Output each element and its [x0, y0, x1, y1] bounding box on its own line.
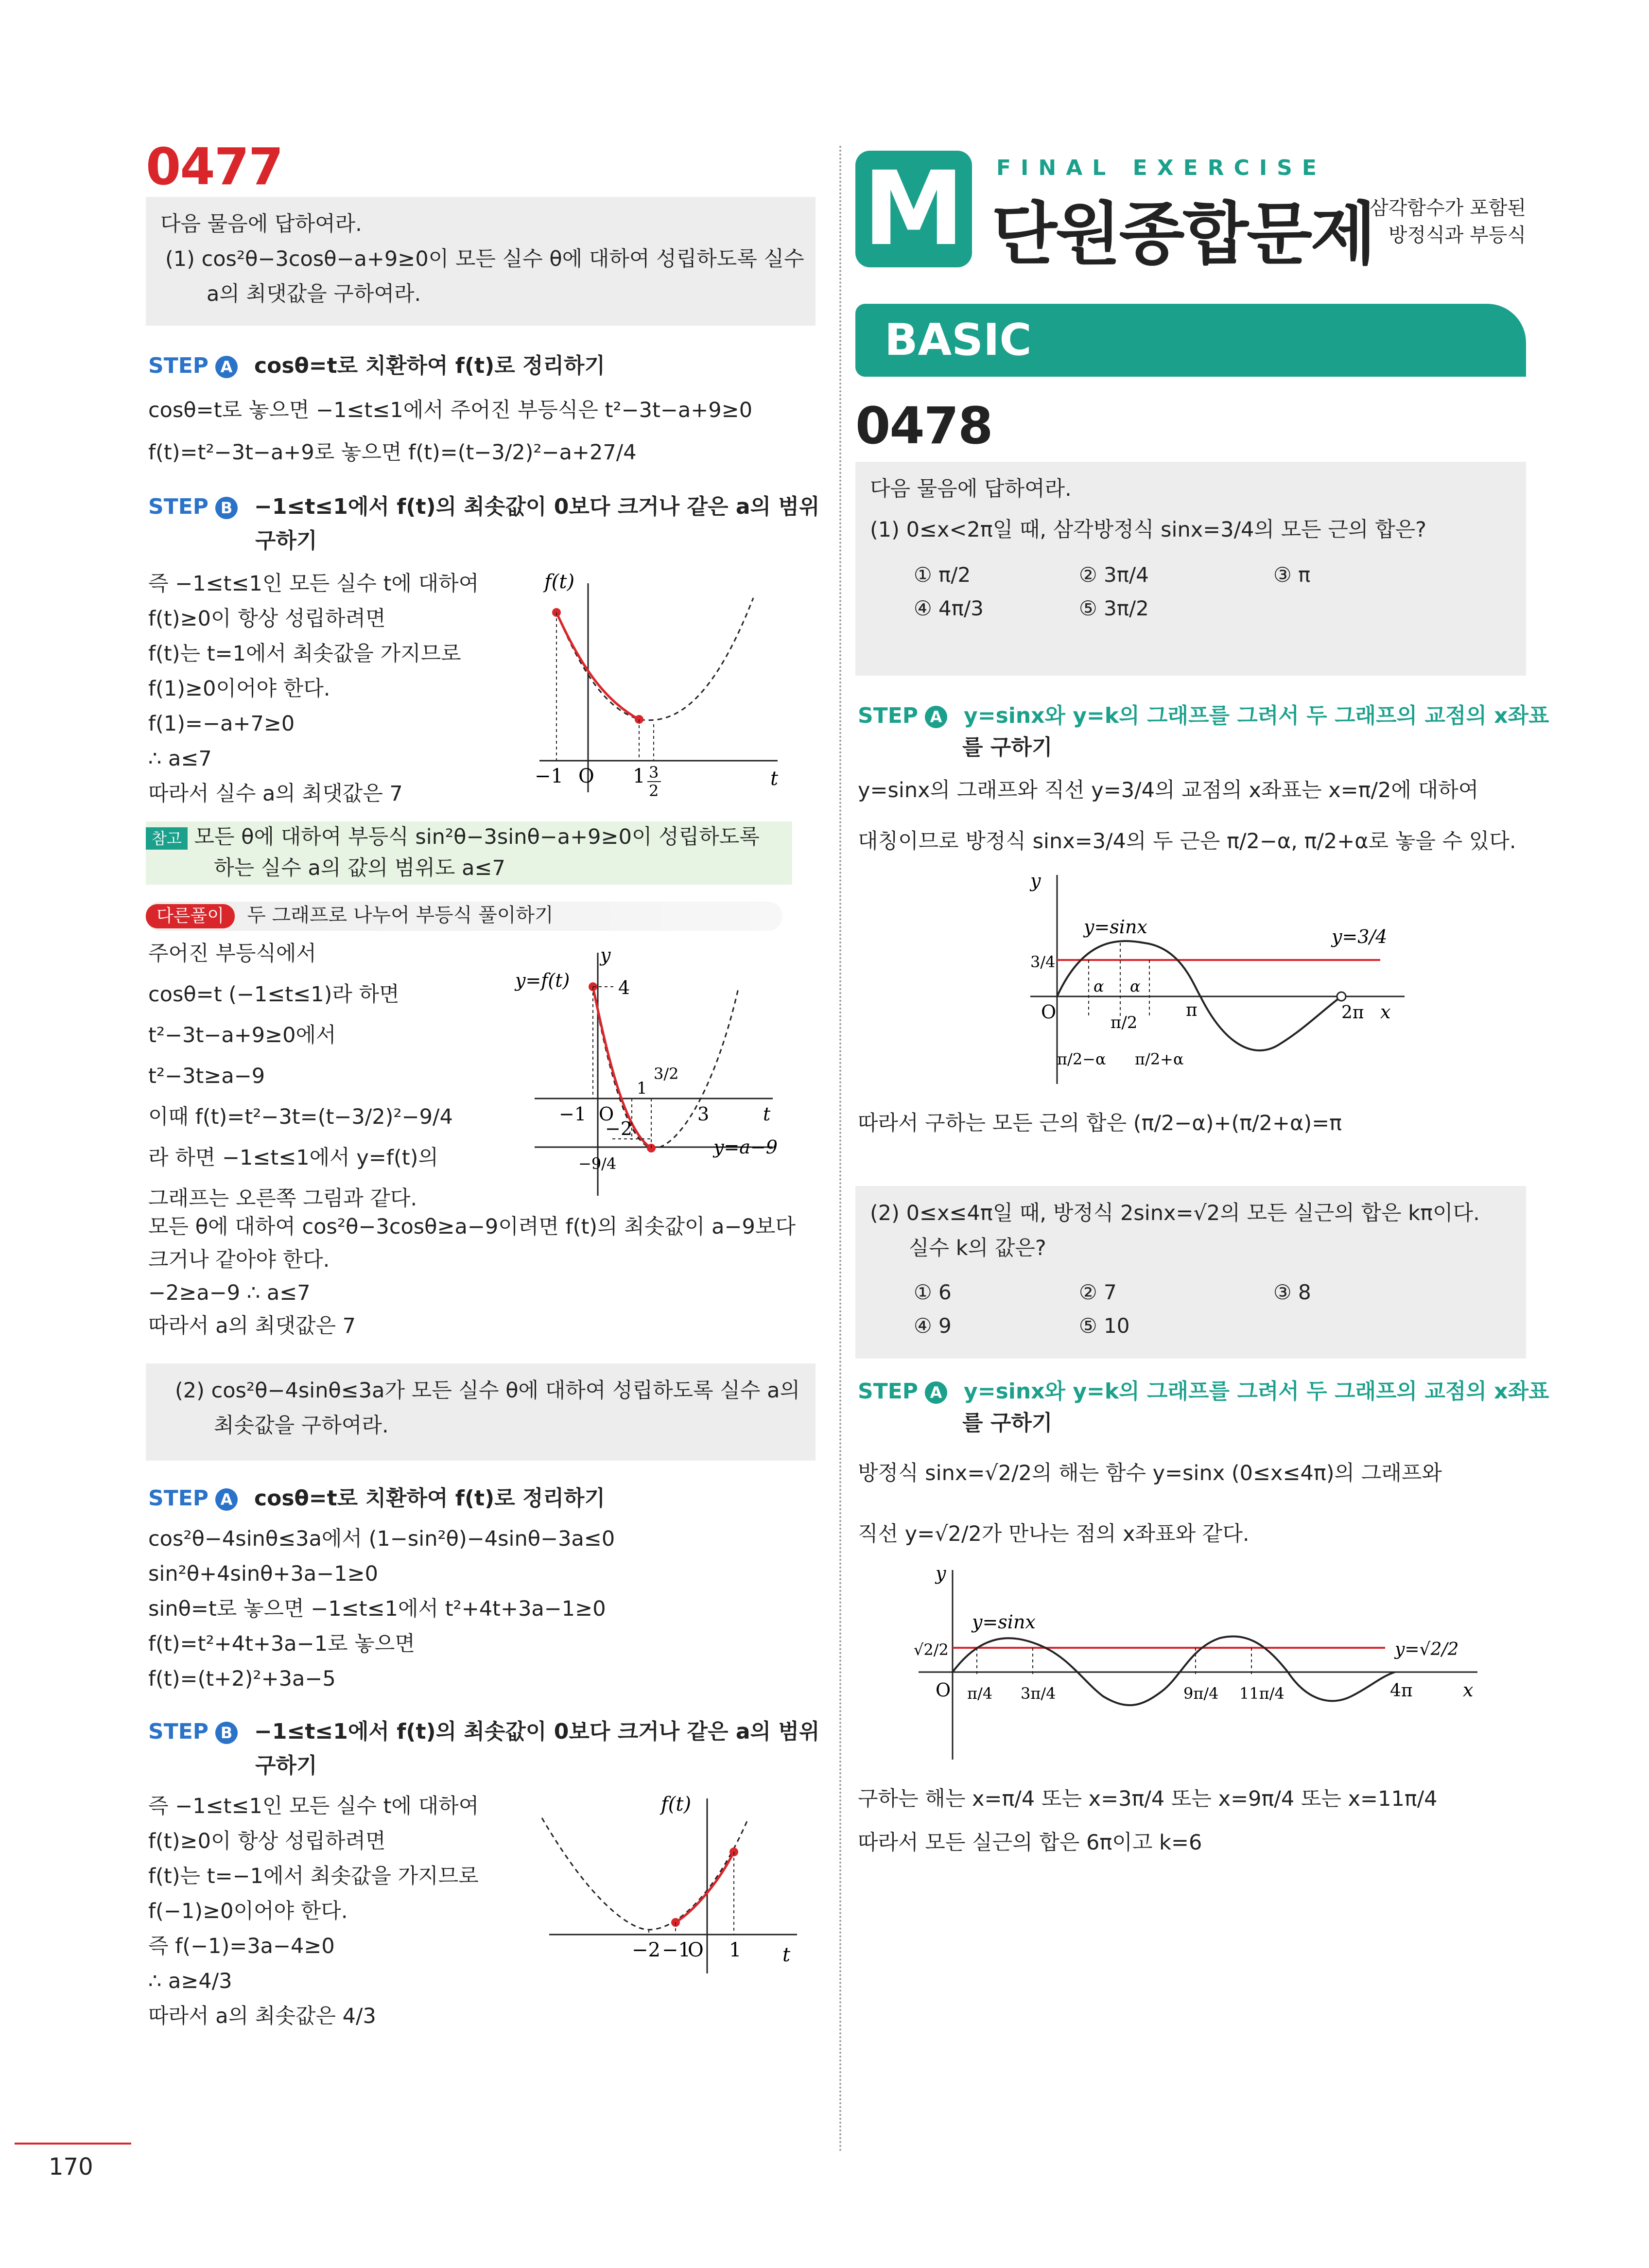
text-line: 따라서 실수 a의 최댓값은 7 — [148, 782, 403, 806]
choice-2[interactable]: ② 3π/4 — [1079, 563, 1149, 587]
step-b-heading — [148, 491, 819, 523]
choice-3[interactable]: ③ π — [1273, 563, 1311, 587]
origin-label: O — [936, 1679, 951, 1701]
step2-b-heading-line2: 구하기 — [255, 1753, 317, 1778]
step2-b-heading — [148, 1716, 819, 1748]
text-line: f(t)=(t+2)²+3a−5 — [148, 1667, 336, 1691]
tick-pi-2-plus-alpha: π/2+α — [1135, 1050, 1184, 1068]
step-title: y=sinx와 y=k의 그래프를 그려서 두 그래프의 교점의 x좌표 — [964, 1379, 1549, 1404]
alt-title: 두 그래프로 나누어 부등식 풀이하기 — [247, 904, 554, 926]
function-label: y=f(t) — [515, 970, 570, 991]
right-step-a-heading — [858, 700, 1549, 732]
choices-1 — [914, 563, 1511, 620]
right-s2-line2: 직선 y=√2/2가 만나는 점의 x좌표와 같다. — [858, 1522, 1250, 1546]
step-letter: B — [215, 1722, 238, 1744]
text-line: −2≥a−9 ∴ a≤7 — [148, 1281, 311, 1305]
note-line1: 모든 θ에 대하여 부등식 sin²θ−3sinθ−a+9≥0이 성립하도록 — [194, 825, 760, 849]
text-line: 따라서 a의 최솟값은 4/3 — [148, 2004, 376, 2028]
header-side — [1366, 194, 1526, 249]
text-line: sinθ=t로 놓으면 −1≤t≤1에서 t²+4t+3a−1≥0 — [148, 1597, 606, 1621]
sine-label: y=sinx — [1084, 916, 1147, 938]
step-letter: A — [925, 706, 947, 728]
problem-intro: 다음 물음에 답하여라. — [160, 212, 362, 236]
root-3pi-4: 3π/4 — [1021, 1684, 1056, 1703]
text-line: f(t)는 t=−1에서 최솟값을 가지므로 — [148, 1864, 479, 1888]
line-label: y=a−9 — [713, 1136, 778, 1158]
text-line: 즉 −1≤t≤1인 모든 실수 t에 대하여 — [148, 572, 479, 596]
tick-3: 3 — [697, 1103, 710, 1125]
step-title: −1≤t≤1에서 f(t)의 최솟값이 0보다 크거나 같은 a의 범위 — [254, 1719, 820, 1744]
problem-intro: 다음 물음에 답하여라. — [870, 477, 1072, 501]
step-label: STEP — [148, 1719, 209, 1744]
step-title: −1≤t≤1에서 f(t)의 최솟값이 0보다 크거나 같은 a의 범위 — [254, 494, 820, 519]
alt-solution-header — [146, 902, 782, 931]
root-9pi-4: 9π/4 — [1183, 1684, 1219, 1703]
right-s2-line1: 방정식 sinx=√2/2의 해는 함수 y=sinx (0≤x≤4π)의 그래프와 — [858, 1461, 1442, 1485]
root-pi-4: π/4 — [967, 1684, 993, 1703]
y-tick-root2-2: √2/2 — [914, 1640, 949, 1659]
text-line: 이때 f(t)=t²−3t=(t−3/2)²−9/4 — [148, 1105, 453, 1129]
step-label: STEP — [148, 1486, 209, 1511]
text-line: cos²θ−4sinθ≤3a에서 (1−sin²θ)−4sinθ−3a≤0 — [148, 1527, 615, 1551]
line-label: y=3/4 — [1332, 926, 1388, 947]
text-line: f(−1)≥0이어야 한다. — [148, 1899, 348, 1923]
note-box — [146, 821, 792, 885]
step-b-heading-line2: 구하기 — [255, 528, 317, 553]
step-letter: A — [215, 1488, 238, 1511]
text-line: 즉 f(−1)=3a−4≥0 — [148, 1934, 335, 1958]
question-2-line2: 최솟값을 구하여라. — [214, 1413, 389, 1438]
root-11pi-4: 11π/4 — [1239, 1684, 1284, 1703]
alt-body — [148, 933, 453, 1219]
step-a-line1: cosθ=t로 놓으면 −1≤t≤1에서 주어진 부등식은 t²−3t−a+9≥0 — [148, 398, 753, 422]
parabola-dashed — [556, 598, 753, 720]
footer-rule — [15, 2143, 131, 2145]
problem-box-3 — [855, 462, 1526, 676]
tick-neg1: −1 — [559, 1103, 587, 1125]
text-line: f(t)는 t=1에서 최솟값을 가지므로 — [148, 642, 461, 666]
question-2-line1: (2) cos²θ−4sinθ≤3a가 모든 실수 θ에 대하여 성립하도록 실수 a의 — [175, 1378, 800, 1403]
text-line: f(t)≥0이 항상 성립하려면 — [148, 1829, 386, 1853]
step2-b-body — [148, 1789, 479, 2034]
tick-1: 1 — [633, 765, 645, 787]
graph-5-sine — [909, 1560, 1482, 1774]
t-label: t — [782, 1944, 791, 1966]
step-letter: B — [215, 497, 238, 519]
question-2-line2: 실수 k의 값은? — [909, 1236, 1046, 1260]
y-tick-3-4: 3/4 — [1030, 953, 1056, 971]
text-line: 그래프는 오른쪽 그림과 같다. — [148, 1186, 417, 1211]
x-label: x — [1463, 1679, 1474, 1701]
step-letter: A — [215, 356, 238, 378]
graph-2-split — [510, 948, 802, 1201]
y-tick-neg2: −2 — [605, 1118, 633, 1139]
t-label: t — [763, 1103, 771, 1125]
tick-neg1: −1 — [535, 765, 563, 787]
graph-4-sine — [1021, 870, 1409, 1094]
level-label: BASIC — [885, 314, 1032, 366]
right-step-a-heading-line2: 를 구하기 — [962, 735, 1053, 760]
y-label: f(t) — [661, 1793, 692, 1815]
text-line: 라 하면 −1≤t≤1에서 y=f(t)의 — [148, 1146, 438, 1170]
tick-3-2-num: 3 — [649, 763, 659, 782]
x-label: x — [1380, 1001, 1391, 1023]
level-banner — [855, 304, 1526, 377]
step2-a-body — [148, 1521, 615, 1696]
right-a-line2: 대칭이므로 방정식 sinx=3/4의 두 근은 π/2−α, π/2+α로 놓을 수 있다. — [858, 829, 1516, 854]
right-a-line1: y=sinx의 그래프와 직선 y=3/4의 교점의 x좌표는 x=π/2에 대하여 — [858, 778, 1479, 803]
text-line: f(1)≥0이어야 한다. — [148, 677, 330, 701]
alpha-right: α — [1130, 977, 1141, 995]
question-1-line1: (1) cos²θ−3cosθ−a+9≥0이 모든 실수 θ에 대하여 성립하도록 실수 — [165, 247, 804, 271]
problem-number-0477: 0477 — [146, 137, 283, 196]
open-endpoint — [1337, 992, 1346, 1001]
header-side-line2: 방정식과 부등식 — [1388, 224, 1526, 246]
problem-box-2 — [146, 1363, 816, 1461]
question-1: (1) 0≤x<2π일 때, 삼각방정식 sinx=3/4의 모든 근의 합은? — [870, 518, 1427, 542]
origin-label: O — [1041, 1001, 1057, 1023]
text-line: 주어진 부등식에서 — [148, 942, 316, 966]
origin-label: O — [688, 1939, 704, 1961]
problem-box-4 — [855, 1186, 1526, 1359]
tick-2pi: 2π — [1341, 1003, 1364, 1023]
tick-pi-2: π/2 — [1111, 1013, 1138, 1032]
step-letter: A — [925, 1381, 947, 1404]
graph-3-parabola — [535, 1789, 807, 2012]
tick-3-2-den: 2 — [649, 782, 659, 797]
origin-label: O — [578, 765, 594, 787]
parabola-dashed — [542, 1818, 748, 1930]
note-line2: 하는 실수 a의 값의 범위도 a≤7 — [214, 856, 505, 880]
choice-1[interactable]: ① 6 — [914, 1280, 952, 1304]
chapter-badge: M — [855, 151, 972, 267]
step-b-body — [148, 566, 479, 811]
choice-4[interactable]: ④ 9 — [914, 1314, 952, 1338]
alt-conclusion — [148, 1210, 796, 1343]
text-line: t²−3t−a+9≥0에서 — [148, 1023, 336, 1047]
alt-tag: 다른풀이 — [146, 904, 235, 928]
text-line: t²−3t≥a−9 — [148, 1064, 265, 1088]
tick-pi: π — [1186, 1000, 1198, 1020]
choice-5[interactable]: ⑤ 3π/2 — [1079, 596, 1149, 620]
text-line: 즉 −1≤t≤1인 모든 실수 t에 대하여 — [148, 1794, 479, 1818]
tick-1: 1 — [729, 1939, 742, 1961]
step-title: y=sinx와 y=k의 그래프를 그려서 두 그래프의 교점의 x좌표 — [964, 703, 1549, 728]
tick-neg1: −1 — [662, 1939, 691, 1961]
y-tick-neg9-4: −9/4 — [578, 1154, 617, 1173]
column-divider — [839, 146, 841, 2153]
line-label: y=√2/2 — [1395, 1640, 1459, 1659]
choice-1[interactable]: ① π/2 — [914, 563, 971, 587]
right-s2-line4: 따라서 모든 실근의 합은 6π이고 k=6 — [858, 1831, 1202, 1855]
choice-4[interactable]: ④ 4π/3 — [914, 596, 984, 620]
right-a-line3: 따라서 구하는 모든 근의 합은 (π/2−α)+(π/2+α)=π — [858, 1111, 1342, 1135]
text-line: f(1)=−a+7≥0 — [148, 712, 295, 736]
header-title: 단원종합문제 — [991, 195, 1374, 274]
text-line: f(t)≥0이 항상 성립하려면 — [148, 607, 386, 631]
tick-3-2: 3/2 — [654, 1064, 679, 1083]
step-title: cosθ=t로 치환하여 f(t)로 정리하기 — [254, 353, 606, 378]
choices-2 — [914, 1280, 1511, 1338]
tick-1: 1 — [637, 1079, 647, 1098]
text-line: 따라서 a의 최댓값은 7 — [148, 1314, 356, 1338]
page-number: 170 — [49, 2153, 93, 2181]
y-tick-4: 4 — [618, 977, 630, 998]
tick-4pi: 4π — [1390, 1681, 1413, 1701]
choice-3[interactable]: ③ 8 — [1273, 1280, 1311, 1304]
origin-label: O — [599, 1103, 614, 1125]
header-subtitle: FINAL EXERCISE — [996, 156, 1326, 180]
header-side-line1: 삼각함수가 포함된 — [1370, 197, 1526, 219]
step-a-line2: f(t)=t²−3t−a+9로 놓으면 f(t)=(t−3/2)²−a+27/4 — [148, 440, 637, 465]
tick-neg2: −2 — [632, 1939, 660, 1961]
note-tag: 참고 — [146, 827, 188, 850]
step-a-heading — [148, 350, 605, 382]
y-label: y — [936, 1563, 946, 1584]
right-step2-a-heading-line2: 를 구하기 — [962, 1411, 1053, 1435]
text-line: sin²θ+4sinθ+3a−1≥0 — [148, 1562, 378, 1586]
alpha-left: α — [1094, 977, 1104, 995]
question-1-line2: a의 최댓값을 구하여라. — [207, 282, 421, 306]
problem-number-0478: 0478 — [855, 396, 992, 455]
choice-5[interactable]: ⑤ 10 — [1079, 1314, 1130, 1338]
right-s2-line3: 구하는 해는 x=π/4 또는 x=3π/4 또는 x=9π/4 또는 x=11π/4 — [858, 1787, 1438, 1811]
y-label: f(t) — [544, 571, 575, 593]
text-line: ∴ a≥4/3 — [148, 1969, 232, 1993]
step-title: cosθ=t로 치환하여 f(t)로 정리하기 — [254, 1486, 606, 1511]
text-line: cosθ=t (−1≤t≤1)라 하면 — [148, 982, 399, 1007]
step-label: STEP — [858, 1379, 919, 1404]
y-label: y — [1030, 870, 1041, 891]
y-label: y — [600, 948, 611, 966]
t-label: t — [770, 768, 779, 790]
step-label: STEP — [148, 353, 209, 378]
problem-box-1 — [146, 197, 816, 326]
text-line: f(t)=t²+4t+3a−1로 놓으면 — [148, 1632, 415, 1656]
right-step2-a-heading — [858, 1376, 1549, 1408]
text-line: 모든 θ에 대하여 cos²θ−3cosθ≥a−9이려면 f(t)의 최솟값이 a−9보다 — [148, 1215, 796, 1239]
text-line: ∴ a≤7 — [148, 747, 212, 771]
graph-1-parabola — [525, 564, 787, 797]
step2-a-heading — [148, 1483, 605, 1515]
parabola-red-segment — [556, 612, 639, 719]
question-2-line1: (2) 0≤x≤4π일 때, 방정식 2sinx=√2의 모든 실근의 합은 kπ이다. — [870, 1201, 1480, 1225]
step-label: STEP — [148, 494, 209, 519]
text-line: 크거나 같아야 한다. — [148, 1248, 330, 1272]
tick-pi-2-minus-alpha: π/2−α — [1057, 1050, 1106, 1068]
sine-label: y=sinx — [972, 1611, 1036, 1633]
step-label: STEP — [858, 703, 919, 728]
sine-curve — [953, 1636, 1395, 1705]
choice-2[interactable]: ② 7 — [1079, 1280, 1117, 1304]
